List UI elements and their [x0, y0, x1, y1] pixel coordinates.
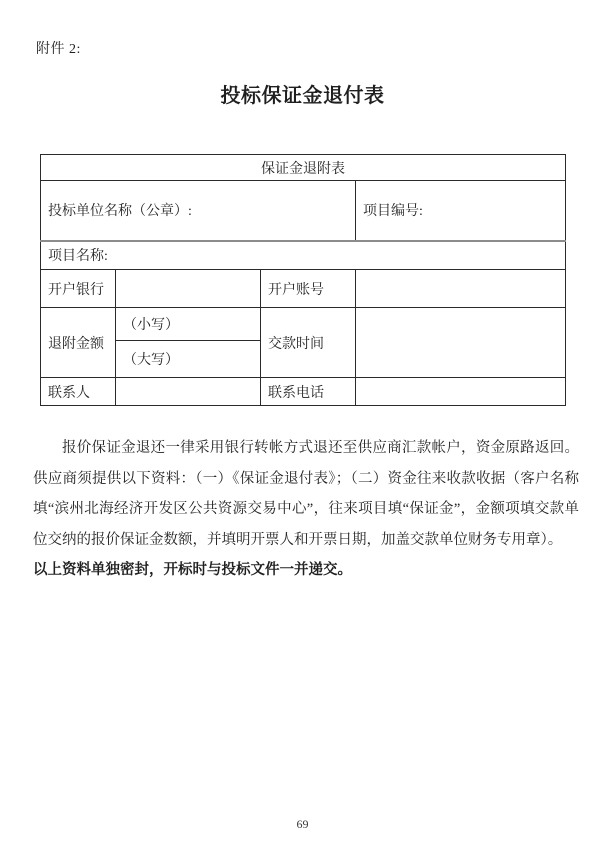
page-number: 69 — [296, 817, 309, 831]
table-header: 保证金退附表 — [41, 155, 566, 181]
bank-label-cell: 开户银行 — [41, 270, 116, 308]
project-name-label-cell: 项目名称: — [41, 241, 566, 270]
attachment-label: 附件 2: — [36, 42, 81, 57]
amount-words-cell: （大写） — [116, 341, 261, 378]
phone-label-cell: 联系电话 — [261, 378, 356, 406]
bank-value-cell — [116, 270, 261, 308]
payment-time-label-cell: 交款时间 — [261, 308, 356, 378]
project-no-label-cell: 项目编号: — [356, 181, 566, 241]
amount-numeric-cell: （小写） — [116, 308, 261, 341]
phone-value-cell — [356, 378, 566, 406]
contact-value-cell — [116, 378, 261, 406]
refund-amount-label-cell: 退附金额 — [41, 308, 116, 378]
page-title: 投标保证金退付表 — [220, 85, 385, 107]
account-no-value-cell — [356, 270, 566, 308]
bidder-name-label-cell: 投标单位名称（公章）: — [41, 181, 356, 241]
notes-block — [33, 433, 579, 586]
refund-instructions-paragraph: 报价保证金退还一律采用银行转帐方式退还至供应商汇款帐户，资金原路返回。供应商须提供以下资料：（一）《保证金退付表》；（二）资金往来收款收据（客户名称填“滨州北海经济开发区公共资源交易中心”，往来项目填“保证金”，金额项填交款单位交纳的报价保证金数额，并填明开票人和开票日期，加盖交款单位财务专用章）。 — [33, 440, 579, 548]
contact-label-cell: 联系人 — [41, 378, 116, 406]
payment-time-value-cell — [356, 308, 566, 378]
account-no-label-cell: 开户账号 — [261, 270, 356, 308]
seal-note: 以上资料单独密封，开标时与投标文件一并递交。 — [33, 562, 352, 578]
deposit-refund-table — [40, 154, 566, 406]
